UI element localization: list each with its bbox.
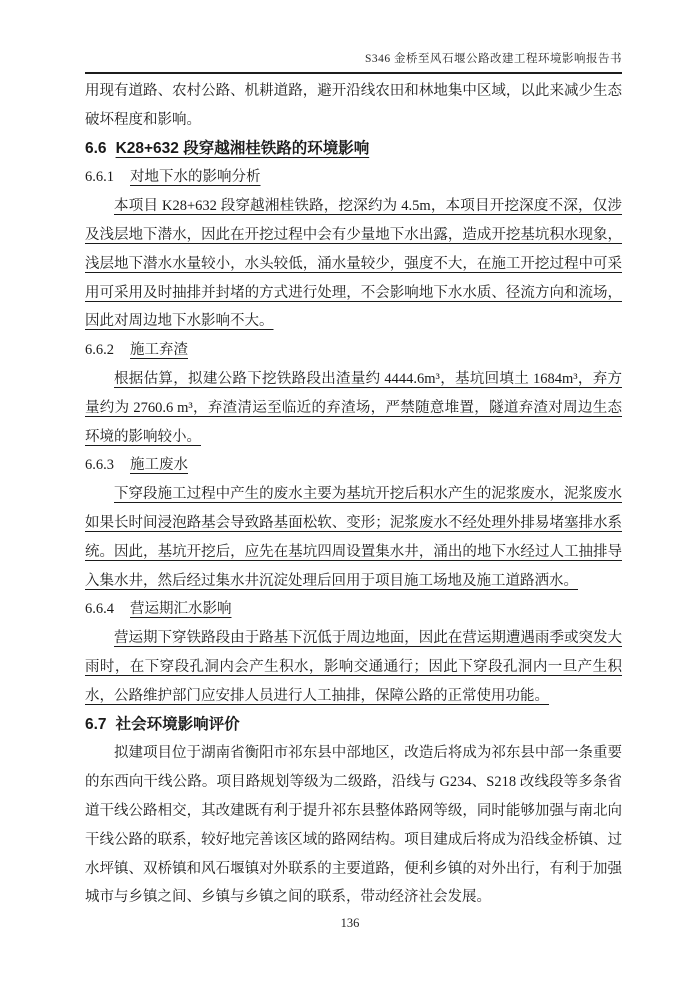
- heading-6-6-4: [85, 595, 622, 624]
- heading-6-7: [85, 711, 622, 740]
- heading-6-6-1: [85, 163, 622, 192]
- heading-6-6-title: K28+632 段穿越湘桂铁路的环境影响: [115, 139, 370, 157]
- paragraph-6-6-4: 营运期下穿铁路段由于路基下沉低于周边地面，因此在营运期遭遇雨季或突发大雨时，在下穿段孔洞内会产生积水，影响交通通行；因此下穿段孔洞内一旦产生积水，公路维护部门应安排人员进行人工抽排，保障公路的正常使用功能。: [85, 630, 622, 704]
- page-number: 136: [340, 916, 360, 930]
- page-footer: [0, 916, 700, 931]
- heading-6-6-1-title: 对地下水的影响分析: [130, 169, 261, 186]
- heading-6-6-3-number: 6.6.3: [85, 457, 114, 474]
- heading-6-6-4-number: 6.6.4: [85, 601, 114, 618]
- heading-6-6-3: [85, 451, 622, 480]
- paragraph-6-6-3: 下穿段施工过程中产生的废水主要为基坑开挖后积水产生的泥浆废水，泥浆废水如果长时间浸泡路基会导致路基面松软、变形；泥浆废水不经处理外排易堵塞排水系统。因此，基坑开挖后，应先在基坑四周设置集水井，涌出的地下水经过人工抽排导入集水井，然后经过集水井沉淀处理后回用于项目施工场地及施工道路洒水。: [85, 486, 622, 589]
- heading-6-6-2-title: 施工弃渣: [130, 342, 188, 359]
- paragraph-6-7: 拟建项目位于湖南省衡阳市祁东县中部地区，改造后将成为祁东县中部一条重要的东西向干线公路。项目路规划等级为二级路，沿线与 G234、S218 改线段等多条省道干线公路相交，其改建既有利于提升祁东县整体路网等级，同时能够加强与南北向干线公路的联系，较好地完善该区域的路网结构。项目建成后将成为沿线金桥镇、过水坪镇、双桥镇和风石堰镇对外联系的主要道路，便利乡镇的对外出行，有利于加强城市与乡镇之间、乡镇与乡镇之间的联系，带动经济社会发展。: [85, 745, 622, 906]
- heading-6-7-number: 6.7: [85, 715, 107, 733]
- paragraph-6-6-1: 本项目 K28+632 段穿越湘桂铁路，挖深约为 4.5m，本项目开挖深度不深，仅涉及浅层地下潜水，因此在开挖过程中会有少量地下水出露，造成开挖基坑积水现象，浅层地下潜水水量较小，水头较低，涌水量较少，强度不大，在施工开挖过程中可采用可采用及时抽排并封堵的方式进行处理，不会影响地下水水质、径流方向和流场，因此对周边地下水影响不大。: [85, 198, 622, 330]
- heading-6-6-2-number: 6.6.2: [85, 342, 114, 359]
- page-header: [85, 52, 622, 74]
- heading-6-6-number: 6.6: [85, 139, 107, 157]
- heading-6-6-1-number: 6.6.1: [85, 169, 114, 186]
- heading-6-6-4-title: 营运期汇水影响: [130, 601, 232, 618]
- heading-6-6-3-title: 施工废水: [130, 457, 188, 474]
- paragraph-6-6-2: 根据估算，拟建公路下挖铁路段出渣量约 4444.6m³，基坑回填土 1684m³，弃方量约为 2760.6 m³，弃渣清运至临近的弃渣场，严禁随意堆置，隧道弃渣对周边生态环境的影响较小。: [85, 370, 622, 445]
- header-title: S346 金桥至风石堰公路改建工程环境影响报告书: [364, 53, 622, 65]
- heading-6-6: [85, 135, 622, 164]
- heading-6-7-title: 社会环境影响评价: [115, 715, 240, 733]
- paragraph-intro: 用现有道路、农村公路、机耕道路，避开沿线农田和林地集中区域，以此来减少生态破坏程度和影响。: [85, 83, 622, 128]
- heading-6-6-2: [85, 336, 622, 365]
- page-content: [85, 77, 622, 912]
